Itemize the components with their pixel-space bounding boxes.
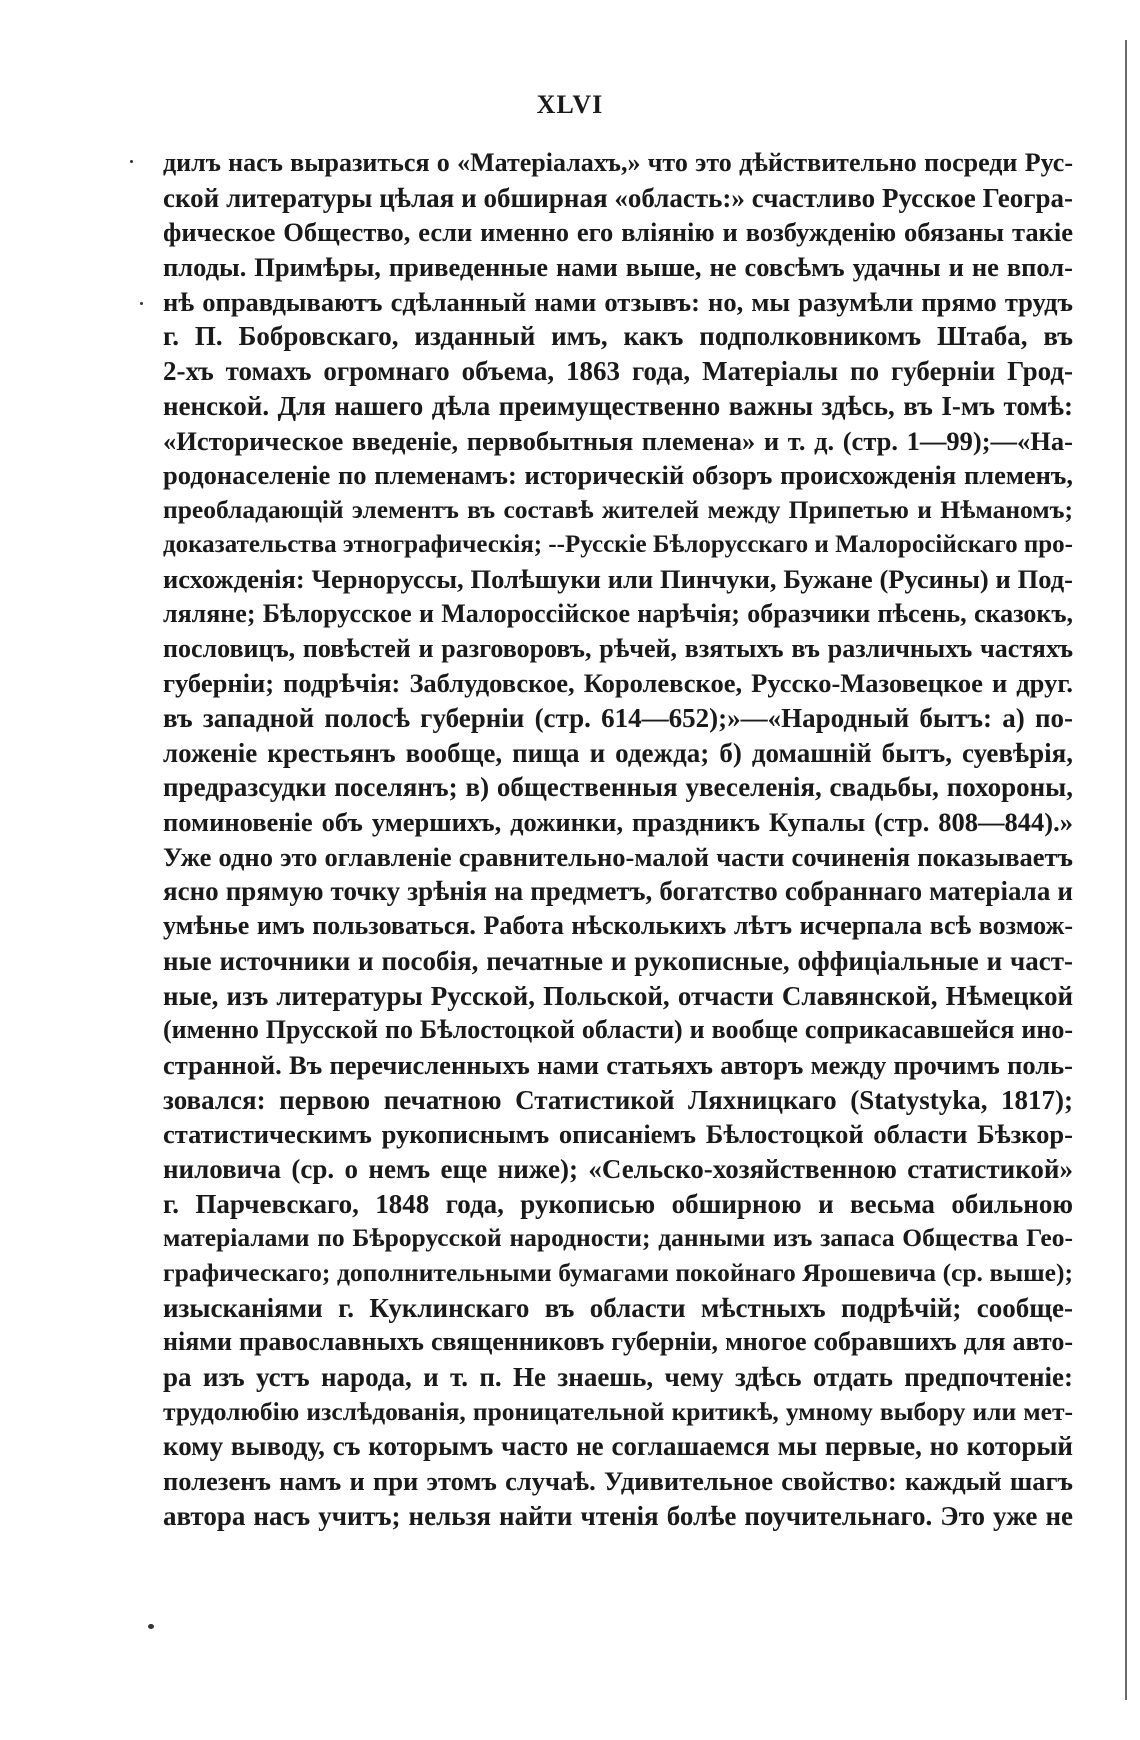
text-line: поминовеніе объ умершихъ, дожинки, праздникъ Купалы (стр. 808—844).» [163,807,1073,838]
text-line: трудолюбію изслѣдованія, проницательной критикѣ, умному выбору или мет- [163,1396,1073,1426]
text-line: Уже одно это оглавленіе сравнительно-малой части сочиненія показываетъ [163,841,1073,872]
text-line: ясно прямую точку зрѣнія на предметъ, богатство собраннаго матеріала и [163,876,1073,907]
text-line: странной. Въ перечисленныхъ нами статьяхъ авторъ между прочимъ поль- [163,1049,1073,1080]
text-line: зовался: первою печатною Статистикой Ляхницкаго (Statystyka, 1817); [163,1084,1073,1115]
text-line: плоды. Примѣры, приведенные нами выше, не совсѣмъ удачны и не впол- [163,252,1073,283]
text-line: пословицъ, повѣстей и разговоровъ, рѣчей, взятыхъ въ различныхъ частяхъ [163,633,1073,663]
text-line: графическаго; дополнительными бумагами покойнаго Ярошевича (ср. выше); [163,1258,1073,1287]
text-line: ные, изъ литературы Русской, Польской, отчасти Славянской, Нѣмецкой [163,980,1073,1011]
text-line: исхожденія: Черноруссы, Полѣшуки или Пинчуки, Бужане (Русины) и Под- [163,564,1073,595]
text-line: автора насъ учитъ; нельзя найти чтенія болѣе поучительнаго. Это уже не [163,1500,1073,1531]
text-line: ляляне; Бѣлорусское и Малороссійское нарѣчія; образчики пѣсень, сказокъ, [163,598,1073,628]
page-number: XLVI [536,90,604,119]
text-line: родонаселеніе по племенамъ: историческій обзоръ происхожденія племенъ, [163,460,1073,491]
scan-speck [130,160,133,163]
text-line: дилъ насъ выразиться о «Матеріалахъ,» что это дѣйствительно посреди Рус- [163,148,1073,177]
text-line: полезенъ намъ и при этомъ случаѣ. Удивительное свойство: каждый шагъ [163,1466,1073,1497]
text-line: ложеніе крестьянъ вообще, пища и одежда; б) домашній бытъ, суевѣрія, [163,737,1073,768]
text-line: 2-хъ томахъ огромнаго объема, 1863 года, Матеріалы по губерніи Грод- [163,356,1073,387]
text-line: фическое Общество, если именно его вліянію и возбужденію обязаны такіе [163,217,1073,248]
text-line: матеріалами по Бѣрорусской народности; данными изъ запаса Общества Гео- [163,1223,1073,1253]
page-edge-shadow [1125,40,1127,1700]
text-line: ской литературы цѣлая и обширная «область:» счастливо Русское Геогра- [163,182,1073,213]
text-line: ные источники и пособія, печатные и рукописные, оффиціальные и част- [163,945,1073,976]
text-line: ненской. Для нашего дѣла преимущественно важны здѣсь, въ І-мъ томѣ: [163,390,1073,421]
text-line: ниловича (ср. о немъ еще ниже); «Сельско-хозяйственною статистикой» [163,1153,1073,1184]
text-line: изысканіями г. Куклинскаго въ области мѣстныхъ подрѣчій; сообще- [163,1292,1073,1323]
text-line: «Историческое введеніе, первобытныя племена» и т. д. (стр. 1—99);—«На- [163,425,1073,456]
text-line: преобладающій элементъ въ составѣ жителей между Припетью и Нѣманомъ; [163,494,1073,524]
text-line: доказательства этнографическія; --Русскіе Бѣлорусскаго и Малоросійскаго про- [163,530,1073,558]
text-line: г. Парчевскаго, 1848 года, рукописью обширною и весьма обильною [163,1188,1073,1219]
text-line: въ западной полосѣ губерніи (стр. 614—652);»—«Народный бытъ: а) по- [163,703,1073,733]
text-line: губерніи; подрѣчія: Заблудовское, Королевское, Русско-Мазовецкое и друг. [163,668,1073,699]
text-line: умѣнье имъ пользоваться. Работа нѣсколькихъ лѣтъ исчерпала всѣ возмож- [163,911,1073,941]
scan-speck [148,1624,154,1629]
text-line: ніями православныхъ священниковъ губерніи, многое собравшихъ для авто- [163,1327,1073,1357]
scan-speck [140,302,143,305]
text-line: предразсудки поселянъ; в) общественныя увеселенія, свадьбы, похороны, [163,772,1073,803]
text-line: кому выводу, съ которымъ часто не соглашаемся мы первые, но который [163,1431,1073,1462]
text-line: г. П. Бобровскаго, изданный имъ, какъ подполковникомъ Штаба, въ [163,321,1073,352]
text-line: (именно Прусской по Бѣлостоцкой области) и вообще соприкасавшейся ино- [163,1015,1073,1045]
text-line: нѣ оправдываютъ сдѣланный нами отзывъ: но, мы разумѣли прямо трудъ [163,286,1073,317]
body-text [163,146,1073,1534]
text-line: ра изъ устъ народа, и т. п. Не знаешь, чему здѣсь отдать предпочтеніе: [163,1362,1073,1393]
text-line: статистическимъ рукописнымъ описаніемъ Бѣлостоцкой области Бѣзкор- [163,1119,1073,1150]
